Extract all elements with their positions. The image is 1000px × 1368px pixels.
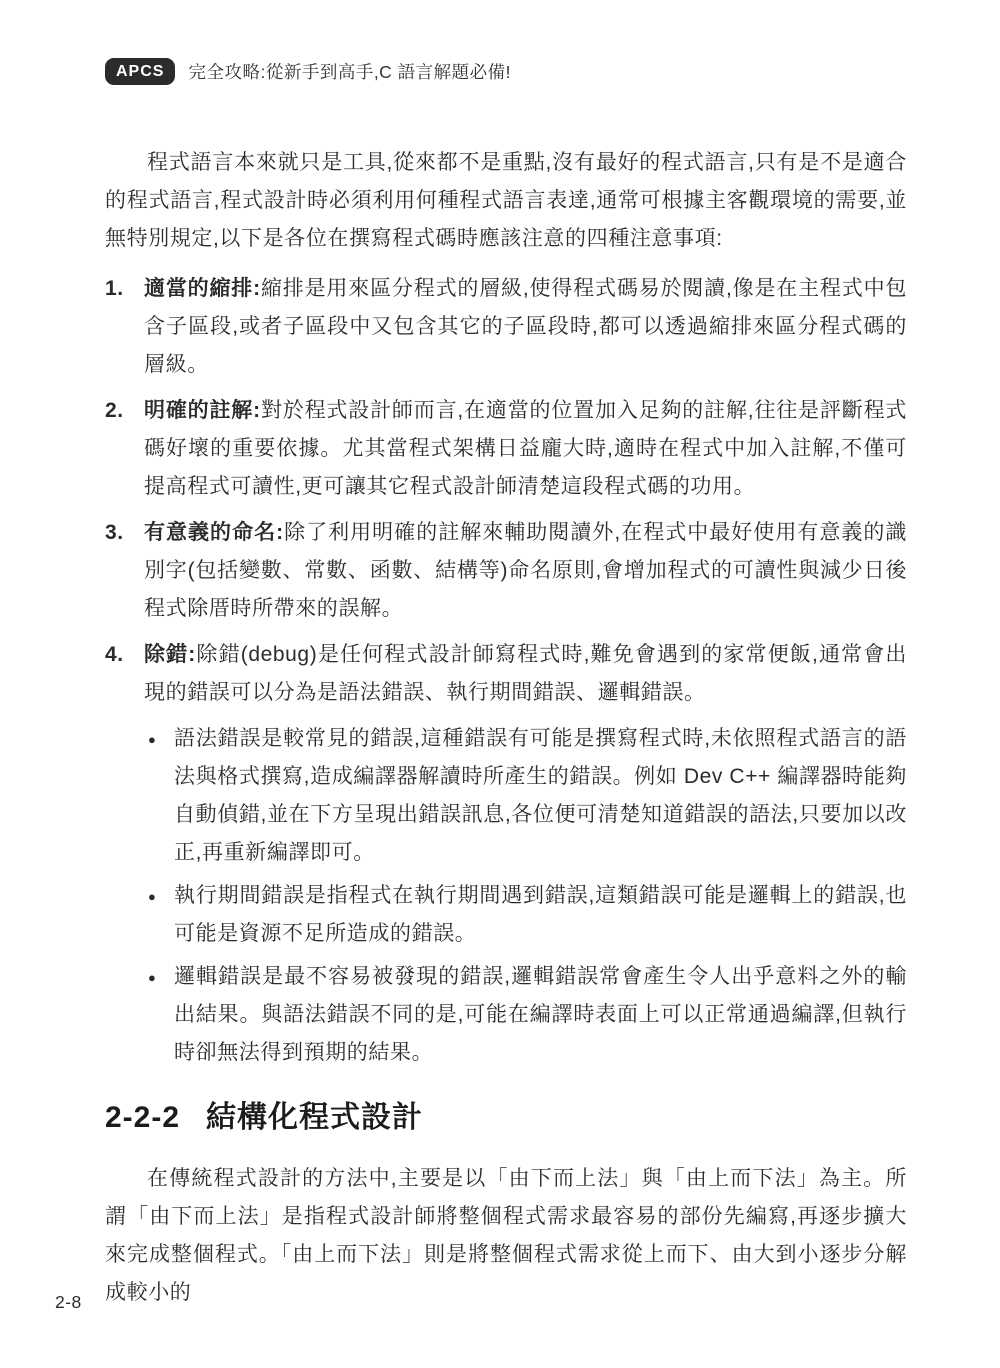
bullet-text: 語法錯誤是較常見的錯誤,這種錯誤有可能是撰寫程式時,未依照程式語言的語法與格式撰寫,造成編譯器解讀時所產生的錯誤。例如 Dev C++ 編譯器時能夠自動偵錯,並在下方呈現出錯誤訊息,各位便可清楚知道錯誤的語法,只要加以改正,再重新編譯即可。 bbox=[174, 727, 907, 864]
item-lead: 適當的縮排: bbox=[144, 277, 261, 300]
item-text bbox=[144, 270, 907, 384]
numbered-item-3 bbox=[105, 514, 907, 628]
section-number: 2-2-2 bbox=[105, 1101, 181, 1134]
bullet-icon: ● bbox=[148, 889, 157, 904]
intro-paragraph: 程式語言本來就只是工具,從來都不是重點,沒有最好的程式語言,只有是不是適合的程式語言,程式設計時必須利用何種程式語言表達,通常可根據主客觀環境的需要,並無特別規定,以下是各位在撰寫程式碼時應該注意的四種注意事項: bbox=[105, 151, 907, 250]
item-body: 對於程式設計師而言,在適當的位置加入足夠的註解,往往是評斷程式碼好壞的重要依據。尤其當程式架構日益龐大時,適時在程式中加入註解,不僅可提高程式可讀性,更可讓其它程式設計師清楚這段程式碼的功用。 bbox=[144, 399, 907, 498]
apcs-badge: APCS bbox=[105, 58, 175, 85]
item-number: 3. bbox=[105, 521, 124, 544]
page-number: 2-8 bbox=[55, 1292, 82, 1312]
page-header bbox=[105, 58, 511, 85]
item-lead: 除錯: bbox=[144, 643, 196, 666]
item-number: 1. bbox=[105, 277, 124, 300]
book-title: 完全攻略:從新手到高手,C 語言解題必備! bbox=[188, 62, 512, 83]
numbered-item-1 bbox=[105, 270, 907, 384]
item-body: 縮排是用來區分程式的層級,使得程式碼易於閱讀,像是在主程式中包含子區段,或者子區段中又包含其它的子區段時,都可以透過縮排來區分程式碼的層級。 bbox=[144, 277, 907, 376]
item-number: 2. bbox=[105, 399, 124, 422]
bullet-item-1 bbox=[148, 720, 907, 872]
bullet-item-2 bbox=[148, 877, 907, 953]
item-text bbox=[144, 392, 907, 506]
item-text bbox=[144, 514, 907, 628]
item-lead: 明確的註解: bbox=[144, 399, 261, 422]
item-lead: 有意義的命名: bbox=[144, 521, 284, 544]
section-heading bbox=[105, 1100, 907, 1136]
bullet-icon: ● bbox=[148, 970, 157, 985]
numbered-item-2 bbox=[105, 392, 907, 506]
numbered-item-4 bbox=[105, 636, 907, 712]
bullet-icon: ● bbox=[148, 732, 157, 747]
bullet-text: 邏輯錯誤是最不容易被發現的錯誤,邏輯錯誤常會產生令人出乎意料之外的輸出結果。與語法錯誤不同的是,可能在編譯時表面上可以正常通過編譯,但執行時卻無法得到預期的結果。 bbox=[174, 965, 907, 1064]
page-content bbox=[105, 144, 907, 1324]
section-title: 結構化程式設計 bbox=[206, 1101, 424, 1134]
closing-paragraph: 在傳統程式設計的方法中,主要是以「由下而上法」與「由上而下法」為主。所謂「由下而上法」是指程式設計師將整個程式需求最容易的部份先編寫,再逐步擴大來完成整個程式。「由上而下法」則是將整個程式需求從上而下、由大到小逐步分解成較小的 bbox=[105, 1167, 907, 1304]
item-body: 除了利用明確的註解來輔助閱讀外,在程式中最好使用有意義的識別字(包括變數、常數、函數、結構等)命名原則,會增加程式的可讀性與減少日後程式除厝時所帶來的誤解。 bbox=[144, 521, 908, 620]
item-text bbox=[144, 636, 907, 712]
bullet-text: 執行期間錯誤是指程式在執行期間遇到錯誤,這類錯誤可能是邏輯上的錯誤,也可能是資源不足所造成的錯誤。 bbox=[174, 884, 907, 945]
bullet-list bbox=[148, 720, 907, 1072]
item-number: 4. bbox=[105, 643, 124, 666]
item-body: 除錯(debug)是任何程式設計師寫程式時,難免會遇到的家常便飯,通常會出現的錯誤可以分為是語法錯誤、執行期間錯誤、邏輯錯誤。 bbox=[144, 643, 908, 704]
bullet-item-3 bbox=[148, 958, 907, 1072]
